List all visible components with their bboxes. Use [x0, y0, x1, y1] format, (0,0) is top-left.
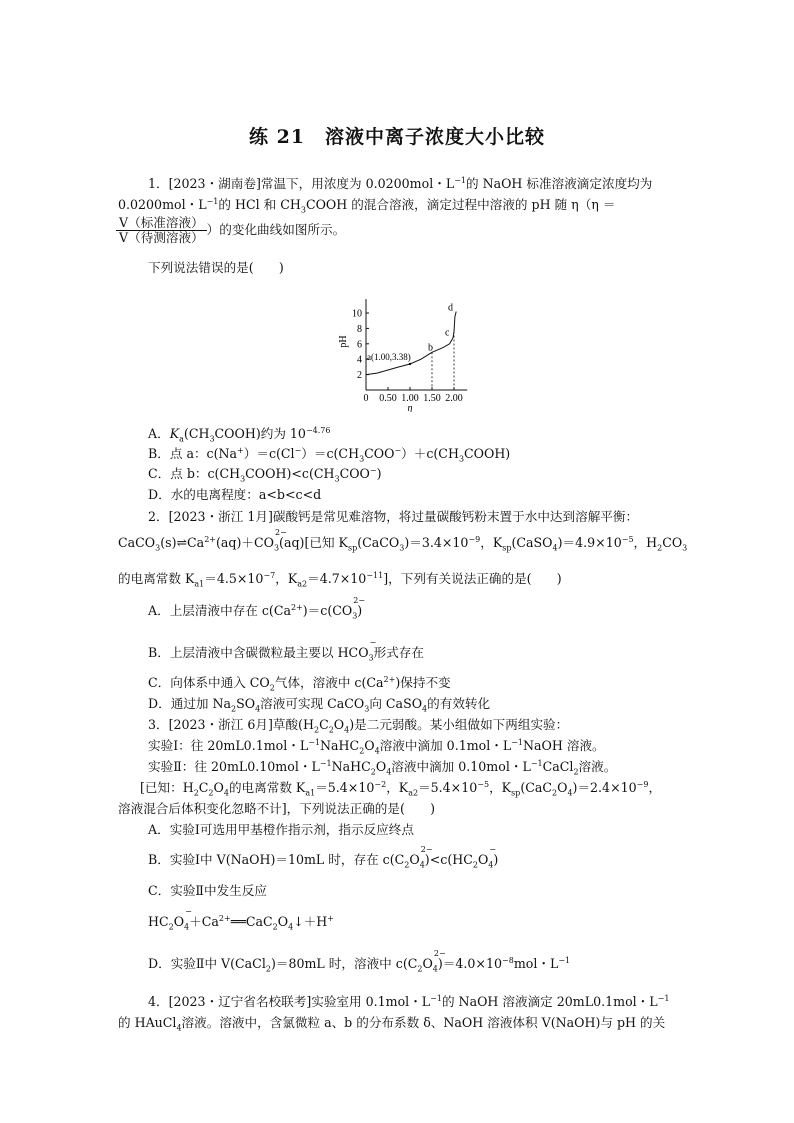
q1-option-d: D．水的电离程度：a<b<c<d — [148, 487, 322, 502]
x-tick-label: 1.00 — [401, 393, 419, 404]
q2-line2: $CaCO_3(s)\rightleftharpoons Ca^{2+}(aq)+CO_3$ 2− (aq)[已知 $K_{sp}(CaCO_3)=3.4\times 10^{-9}$，$K_{sp}(CaSO_4)=4.9\times 10^{-5}$，$H_2CO_3$ — [118, 528, 688, 553]
q1-line2: 0.0200mol・$L^{-1}$的 HCl 和 $CH_3COOH$ 的混合溶液，滴定过程中溶液的 pH 随 η（η ＝ — [118, 196, 616, 215]
y-tick-label: 4 — [357, 354, 362, 366]
q1-option-a: A．$K_a(CH_3COOH)$约为 $10^{-4.76}$ — [148, 425, 331, 444]
q1-prompt: 下列说法错误的是( ) — [148, 260, 284, 275]
y-tick-label: 6 — [357, 339, 362, 351]
q3-known-line2: 溶液混合后体积变化忽略不计]，下列说法正确的是( ) — [118, 801, 435, 816]
q4-line2: 的 HAuCl$_4$溶液。溶液中，含氯微粒 a、b 的分布系数 δ、NaOH 溶液体积 V(NaOH)与 pH 的关 — [118, 1015, 666, 1033]
y-tick-label: 8 — [357, 323, 362, 335]
q3-known-data: [已知：$H_2C_2O_4$的电离常数 $K_{a1}=5.4\times 10^{-2}$，$K_{a2}=5.4\times 10^{-5}$，$K_{sp}(CaC_2O_4)=2.4\times 10^{-9}$， — [140, 779, 662, 798]
y-tick-label: 2 — [357, 370, 362, 382]
ph-curve — [366, 312, 456, 375]
q4-line1: 4．[2023・辽宁省名校联考]实验室用 0.1mol・$L^{-1}$的 NaOH 溶液滴定 20mL0.1mol・$L^{-1}$ — [148, 993, 670, 1009]
q3-line1: 3．[2023・浙江 6月]草酸$(H_2C_2O_4)$是二元弱酸。某小组做如下两组实验： — [148, 717, 569, 735]
q1-line1: 1．[2023・湖南卷]常温下，用浓度为 0.0200mol・$L^{-1}$的 NaOH 标准溶液滴定浓度均为 — [148, 175, 653, 191]
x-tick-label: 0 — [363, 393, 369, 404]
ph-titration-chart — [330, 290, 480, 412]
q2-option-b: B．上层清液中含碳微粒最主要以 $HCO_3$ − 形式存在 — [148, 638, 424, 663]
q3-option-c: C．实验Ⅱ中发生反应 — [148, 883, 267, 898]
q3-option-b: B．实验Ⅰ中 V(NaOH)＝10mL 时，存在 $c(C_2O_4$ 2− )$<c(HC_2O_4$ − ) — [148, 845, 499, 870]
q2-option-c: C．向体系中通入 $CO_2$气体，溶液中 $c(Ca^{2+})$保持不变 — [148, 674, 451, 693]
y-axis-label: pH — [338, 335, 349, 348]
q3-experiment-2: 实验Ⅱ：往 20mL0.10mol・$L^{-1}NaHC_2O_4$溶液中滴加 0.10mol・$L^{-1}CaCl_2$溶液。 — [148, 758, 617, 777]
q3-option-d: D．实验Ⅱ中 V(CaCl$_2$)＝80mL 时，溶液中 $c(C_2O_4$ 2− )$=4.0\times 10^{-8}mol$・$L^{-1}$ — [148, 949, 571, 974]
point-c-label: c — [445, 327, 450, 339]
q3-option-a: A．实验Ⅰ可选用甲基橙作指示剂，指示反应终点 — [148, 822, 414, 837]
x-axis-label: η — [407, 403, 413, 412]
x-tick-label: 0.50 — [379, 393, 397, 404]
q3-experiment-1: 实验Ⅰ：往 20mL0.1mol・$L^{-1}NaHC_2O_4$溶液中滴加 0.1mol・$L^{-1}NaOH$ 溶液。 — [148, 737, 605, 756]
q2-option-a: A．上层清液中存在 $c(Ca^{2+})=c(CO_3$ 2− ) — [148, 596, 366, 621]
q2-option-d: D．通过加 $Na_2SO_4$溶液可实现 CaCO$_3$向 CaSO$_4$的有效转化 — [148, 696, 491, 714]
q2-line1: 2．[2023・浙江 1月]碳酸钙是常见难溶物，将过量碳酸钙粉末置于水中达到溶解平衡： — [148, 509, 639, 524]
eta-fraction: $\frac{\text{V（标准溶液）}}{\text{V（待测溶液）}}$ — [116, 216, 207, 245]
y-tick-label: 10 — [352, 308, 362, 320]
q1-fraction-line: $\frac{\text{V（标准溶液）}}{\text{V（待测溶液）}}$ ）的变化曲线如图所示。 — [116, 216, 345, 245]
q1-option-b: B．点 a：$c(Na^+)=c(Cl^-)=c(CH_3COO^-)+c(CH_3COOH)$ — [148, 445, 511, 464]
point-a-label: a(1.00,3.38) — [367, 351, 411, 362]
page-title: 练 21 溶液中离子浓度大小比较 — [248, 126, 546, 148]
x-tick-label: 2.00 — [445, 393, 463, 404]
point-d-label: d — [448, 302, 453, 314]
point-b-label: b — [428, 342, 433, 354]
x-tick-label: 1.50 — [423, 393, 441, 404]
q1-option-c: C．点 b：$c(CH_3COOH)<c(CH_3COO^-)$ — [148, 465, 382, 484]
q2-line3: 的电离常数 $K_{a1}=4.5\times 10^{-7}$，$K_{a2}=4.7\times 10^{-11}$]，下列有关说法正确的是( ) — [118, 570, 562, 589]
q3-reaction: $HC_2O_4$ − $+Ca^{2+}══CaC_2O_4↓+H^+$ — [148, 907, 334, 932]
point-a — [409, 363, 411, 365]
